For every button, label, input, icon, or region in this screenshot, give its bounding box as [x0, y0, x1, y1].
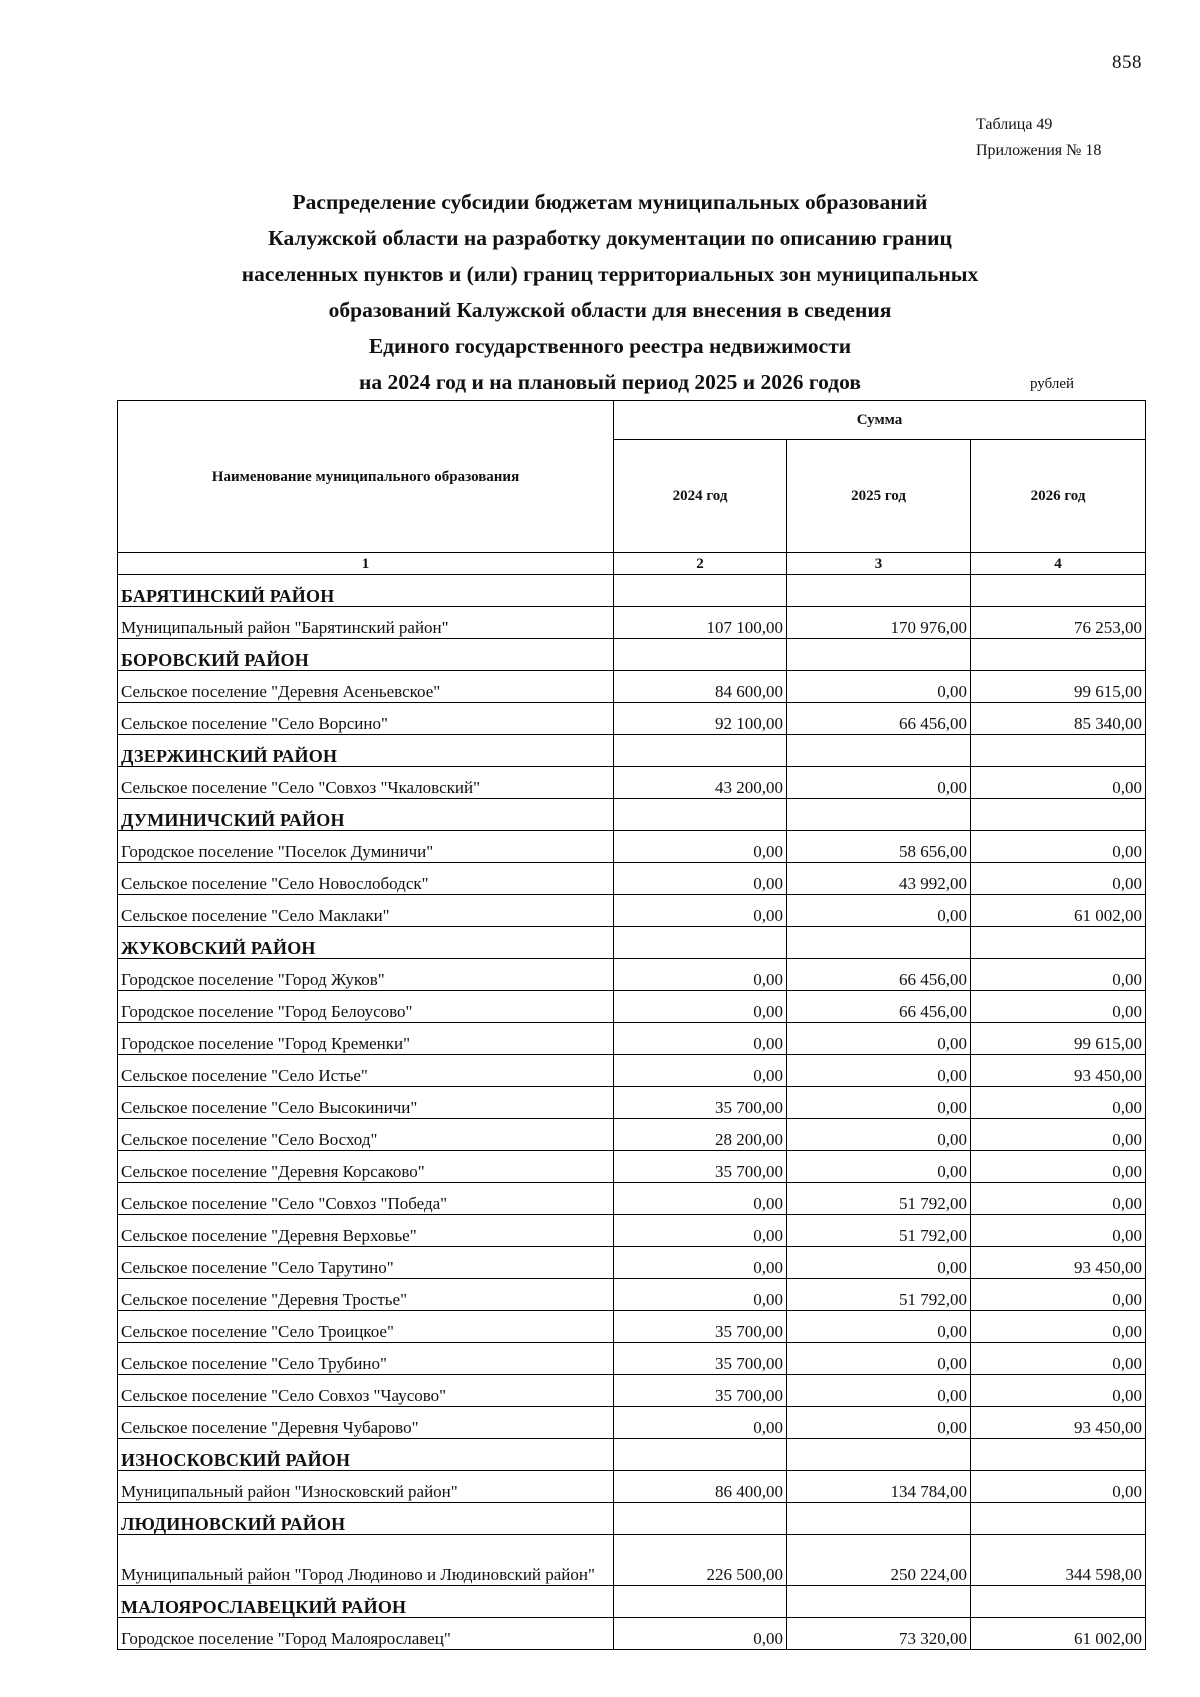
amount-2026: 85 340,00 [971, 703, 1146, 735]
amount-2026: 0,00 [971, 959, 1146, 991]
district-name: ДУМИНИЧСКИЙ РАЙОН [118, 799, 614, 831]
amount-2026: 61 002,00 [971, 1618, 1146, 1650]
amount-2025: 51 792,00 [787, 1279, 971, 1311]
amount-2026: 0,00 [971, 991, 1146, 1023]
amount-2026: 0,00 [971, 831, 1146, 863]
amount-2026: 0,00 [971, 1471, 1146, 1503]
amount-2026: 0,00 [971, 1215, 1146, 1247]
amount-2024 [614, 639, 787, 671]
title-line: населенных пунктов и (или) границ территориальных зон муниципальных [241, 262, 979, 286]
district-row [118, 927, 1146, 959]
table-row [118, 1119, 1146, 1151]
amount-2024: 0,00 [614, 1183, 787, 1215]
amount-2026: 0,00 [971, 1375, 1146, 1407]
amount-2026 [971, 1503, 1146, 1535]
amount-2024 [614, 575, 787, 607]
district-name: БОРОВСКИЙ РАЙОН [118, 639, 614, 671]
amount-2025 [787, 927, 971, 959]
entity-name: Городское поселение "Город Жуков" [118, 959, 614, 991]
district-name: ДЗЕРЖИНСКИЙ РАЙОН [118, 735, 614, 767]
amount-2025 [787, 1439, 971, 1471]
amount-2025: 0,00 [787, 1407, 971, 1439]
amount-2025: 0,00 [787, 1375, 971, 1407]
table-row [118, 671, 1146, 703]
amount-2026: 61 002,00 [971, 895, 1146, 927]
entity-name: Сельское поселение "Деревня Асеньевское" [118, 671, 614, 703]
amount-2025: 73 320,00 [787, 1618, 971, 1650]
entity-name: Городское поселение "Город Кременки" [118, 1023, 614, 1055]
district-name: ЖУКОВСКИЙ РАЙОН [118, 927, 614, 959]
entity-name: Сельское поселение "Село Новослободск" [118, 863, 614, 895]
entity-name: Муниципальный район "Барятинский район" [118, 607, 614, 639]
amount-2026: 99 615,00 [971, 1023, 1146, 1055]
amount-2024: 86 400,00 [614, 1471, 787, 1503]
entity-name: Муниципальный район "Износковский район" [118, 1471, 614, 1503]
table-row [118, 863, 1146, 895]
amount-2026 [971, 1586, 1146, 1618]
amount-2026: 0,00 [971, 767, 1146, 799]
table-row [118, 959, 1146, 991]
amount-2025: 66 456,00 [787, 991, 971, 1023]
amount-2024: 0,00 [614, 959, 787, 991]
page-number: 858 [1112, 52, 1142, 73]
amount-2026: 0,00 [971, 1279, 1146, 1311]
amount-2024 [614, 1586, 787, 1618]
district-row [118, 575, 1146, 607]
amount-2024: 226 500,00 [614, 1535, 787, 1586]
table-row [118, 895, 1146, 927]
amount-2026 [971, 799, 1146, 831]
table-row [118, 767, 1146, 799]
table-row [118, 703, 1146, 735]
table-row [118, 1375, 1146, 1407]
amount-2025: 0,00 [787, 1087, 971, 1119]
title-line: Распределение субсидии бюджетам муниципальных образований [292, 190, 928, 214]
amount-2025: 43 992,00 [787, 863, 971, 895]
amount-2025 [787, 735, 971, 767]
amount-2025: 51 792,00 [787, 1183, 971, 1215]
amount-2025: 0,00 [787, 1343, 971, 1375]
district-name: БАРЯТИНСКИЙ РАЙОН [118, 575, 614, 607]
amount-2025: 51 792,00 [787, 1215, 971, 1247]
amount-2025 [787, 799, 971, 831]
amount-2025: 0,00 [787, 1247, 971, 1279]
district-name: ИЗНОСКОВСКИЙ РАЙОН [118, 1439, 614, 1471]
entity-name: Сельское поселение "Село "Совхоз "Чкаловский" [118, 767, 614, 799]
amount-2025 [787, 1503, 971, 1535]
amount-2025: 0,00 [787, 895, 971, 927]
amount-2026: 0,00 [971, 1119, 1146, 1151]
column-number: 4 [971, 553, 1146, 575]
amount-2026: 0,00 [971, 1151, 1146, 1183]
district-row [118, 1586, 1146, 1618]
amount-2024 [614, 1503, 787, 1535]
amount-2024: 92 100,00 [614, 703, 787, 735]
table-row [118, 1618, 1146, 1650]
amount-2024: 35 700,00 [614, 1087, 787, 1119]
amount-2026: 0,00 [971, 1311, 1146, 1343]
table-row [118, 831, 1146, 863]
amount-2026: 93 450,00 [971, 1407, 1146, 1439]
entity-name: Сельское поселение "Деревня Корсаково" [118, 1151, 614, 1183]
district-name: ЛЮДИНОВСКИЙ РАЙОН [118, 1503, 614, 1535]
amount-2026: 0,00 [971, 863, 1146, 895]
amount-2025: 0,00 [787, 671, 971, 703]
amount-2024: 0,00 [614, 1055, 787, 1087]
amount-2026: 0,00 [971, 1343, 1146, 1375]
amount-2026 [971, 575, 1146, 607]
subsidy-table [117, 400, 1146, 1650]
amount-2026 [971, 927, 1146, 959]
entity-name: Городское поселение "Город Белоусово" [118, 991, 614, 1023]
entity-name: Сельское поселение "Село Высокиничи" [118, 1087, 614, 1119]
table-row [118, 1087, 1146, 1119]
entity-name: Сельское поселение "Село Ворсино" [118, 703, 614, 735]
amount-2024: 0,00 [614, 1247, 787, 1279]
amount-2024: 0,00 [614, 895, 787, 927]
amount-2025 [787, 639, 971, 671]
units-label: рублей [1030, 376, 1075, 392]
table-row [118, 1023, 1146, 1055]
amount-2024: 0,00 [614, 1279, 787, 1311]
header-year-2025: 2025 год [787, 440, 971, 553]
amount-2024: 0,00 [614, 1618, 787, 1650]
header-name: Наименование муниципального образования [118, 401, 614, 553]
amount-2025: 0,00 [787, 1151, 971, 1183]
amount-2024 [614, 799, 787, 831]
document-title [110, 184, 1110, 400]
amount-2026: 93 450,00 [971, 1055, 1146, 1087]
table-row [118, 1311, 1146, 1343]
amount-2024: 35 700,00 [614, 1375, 787, 1407]
entity-name: Сельское поселение "Село Маклаки" [118, 895, 614, 927]
entity-name: Сельское поселение "Село Истье" [118, 1055, 614, 1087]
amount-2024: 0,00 [614, 1407, 787, 1439]
column-number: 2 [614, 553, 787, 575]
entity-name: Городское поселение "Поселок Думиничи" [118, 831, 614, 863]
table-row [118, 1247, 1146, 1279]
amount-2026: 76 253,00 [971, 607, 1146, 639]
amount-2025: 0,00 [787, 1311, 971, 1343]
table-row [118, 1343, 1146, 1375]
amount-2025: 58 656,00 [787, 831, 971, 863]
entity-name: Сельское поселение "Деревня Тростье" [118, 1279, 614, 1311]
amount-2025: 0,00 [787, 1119, 971, 1151]
amount-2024: 0,00 [614, 991, 787, 1023]
amount-2025 [787, 575, 971, 607]
entity-name: Муниципальный район "Город Людиново и Людиновский район" [118, 1535, 614, 1586]
district-row [118, 735, 1146, 767]
table-row [118, 1215, 1146, 1247]
entity-name: Сельское поселение "Село Тарутино" [118, 1247, 614, 1279]
district-row [118, 1503, 1146, 1535]
entity-name: Сельское поселение "Деревня Верховье" [118, 1215, 614, 1247]
amount-2025: 0,00 [787, 1055, 971, 1087]
entity-name: Сельское поселение "Деревня Чубарово" [118, 1407, 614, 1439]
amount-2026: 0,00 [971, 1183, 1146, 1215]
amount-2024: 84 600,00 [614, 671, 787, 703]
header-sum: Сумма [614, 401, 1146, 440]
header-year-2026: 2026 год [971, 440, 1146, 553]
amount-2024: 0,00 [614, 831, 787, 863]
district-row [118, 639, 1146, 671]
title-line: на 2024 год и на плановый период 2025 и 2026 годов [359, 370, 861, 394]
amount-2025 [787, 1586, 971, 1618]
title-line: Единого государственного реестра недвижимости [368, 334, 852, 358]
amount-2026: 0,00 [971, 1087, 1146, 1119]
table-row [118, 1535, 1146, 1586]
amount-2024: 107 100,00 [614, 607, 787, 639]
amount-2026: 99 615,00 [971, 671, 1146, 703]
amount-2025: 0,00 [787, 1023, 971, 1055]
entity-name: Сельское поселение "Село Совхоз "Чаусово" [118, 1375, 614, 1407]
amount-2024: 35 700,00 [614, 1343, 787, 1375]
amount-2025: 134 784,00 [787, 1471, 971, 1503]
amount-2025: 0,00 [787, 767, 971, 799]
amount-2025: 170 976,00 [787, 607, 971, 639]
district-row [118, 799, 1146, 831]
amount-2024 [614, 927, 787, 959]
table-row [118, 607, 1146, 639]
entity-name: Сельское поселение "Село Восход" [118, 1119, 614, 1151]
amount-2024: 43 200,00 [614, 767, 787, 799]
amount-2026 [971, 735, 1146, 767]
table-row [118, 1151, 1146, 1183]
amount-2024: 35 700,00 [614, 1311, 787, 1343]
table-row [118, 1055, 1146, 1087]
title-line: Калужской области на разработку документации по описанию границ [268, 226, 952, 250]
table-row [118, 1183, 1146, 1215]
district-name: МАЛОЯРОСЛАВЕЦКИЙ РАЙОН [118, 1586, 614, 1618]
title-line: образований Калужской области для внесения в сведения [328, 298, 892, 322]
amount-2024 [614, 1439, 787, 1471]
amount-2024: 35 700,00 [614, 1151, 787, 1183]
header-year-2024: 2024 год [614, 440, 787, 553]
entity-name: Сельское поселение "Село Трубино" [118, 1343, 614, 1375]
table-body [118, 575, 1146, 1650]
table-row [118, 991, 1146, 1023]
amount-2026: 93 450,00 [971, 1247, 1146, 1279]
amount-2024: 0,00 [614, 1215, 787, 1247]
amount-2025: 66 456,00 [787, 959, 971, 991]
table-number: Таблица 49 [976, 116, 1053, 133]
table-reference [976, 112, 1101, 164]
table-row [118, 1471, 1146, 1503]
column-number: 1 [118, 553, 614, 575]
district-row [118, 1439, 1146, 1471]
amount-2024: 28 200,00 [614, 1119, 787, 1151]
amount-2024 [614, 735, 787, 767]
amount-2026: 344 598,00 [971, 1535, 1146, 1586]
entity-name: Сельское поселение "Село Троицкое" [118, 1311, 614, 1343]
amount-2026 [971, 1439, 1146, 1471]
table-row [118, 1279, 1146, 1311]
appendix-number: Приложения № 18 [976, 142, 1102, 159]
amount-2025: 250 224,00 [787, 1535, 971, 1586]
entity-name: Городское поселение "Город Малоярославец" [118, 1618, 614, 1650]
amount-2026 [971, 639, 1146, 671]
entity-name: Сельское поселение "Село "Совхоз "Победа" [118, 1183, 614, 1215]
table-row [118, 1407, 1146, 1439]
column-number: 3 [787, 553, 971, 575]
amount-2025: 66 456,00 [787, 703, 971, 735]
amount-2024: 0,00 [614, 1023, 787, 1055]
amount-2024: 0,00 [614, 863, 787, 895]
